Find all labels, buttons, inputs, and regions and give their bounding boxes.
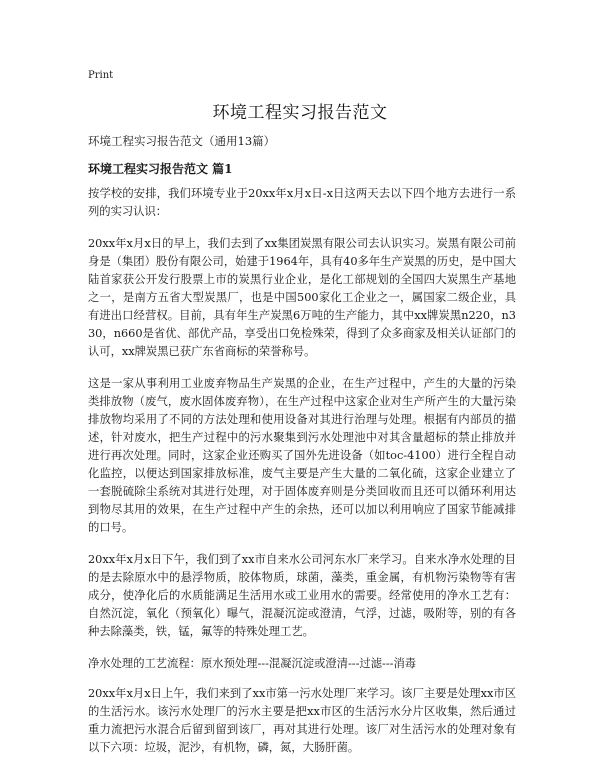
section-heading: 环境工程实习报告范文 篇1 [88,162,233,176]
paragraph-carbon-black-company: 20xx年x月x日的早上，我们去到了xx集团炭黑有限公司去认识实习。炭黑有限公司前身是（集团）股份有限公司，始建于1964年，具有40多年生产炭黑的历史，是中国大陆首家获公开发行股票上市的炭黑行业企业，是化工部规划的全国四大炭黑生产基地之一，是南方五省大型炭黑厂，也是中国500家化工企业之一，属国家二级企业，具有进出口经营权。目前，具有年生产炭黑6万吨的生产能力，其中xx牌炭黑n220，n330，n660是省优、部优产品，享受出口免检殊荣，得到了众多商家及相关认证部门的认可，xx牌炭黑已获广东省商标的荣誉称号。 [88,237,516,358]
document-title: 环境工程实习报告范文 [212,103,388,123]
paragraph-water-plant: 20xx年x月x日下午，我们到了xx市自来水公司河东水厂来学习。自来水净水处理的目的是去除原水中的悬浮物质，胶体物质，球菌，藻类，重金属，有机物污染物等有害成分，使净化后的水质能满足生活用水或工业用水的需要。经常使用的净水工艺有：自然沉淀，氧化（预氧化）曝气，混凝沉淀或澄清，气浮，过滤，吸附等，别的有各种去除藻类，铁，锰，氟等的特殊处理工艺。 [88,553,516,638]
paragraph-intro: 按学校的安排，我们环境专业于20xx年x月x日-x日这两天去以下四个地方去进行一系列的实习认识： [88,187,516,218]
paragraph-sewage-plant: 20xx年x月x日上午，我们来到了xx市第一污水处理厂来学习。该厂主要是处理xx市区的生活污水。该污水处理厂的污水主要是把xx市区的生活污水分片区收集，然后通过重力流把污水混合后留到留到该厂，再对其进行处理。该厂对生活污水的处理对象有以下六项：垃圾，泥沙，有机物，磷，氮，大肠肝菌。 [88,687,516,754]
document-body [88,132,516,771]
print-label: Print [88,70,114,81]
paragraph-pollution-treatment: 这是一家从事利用工业废弃物品生产炭黑的企业，在生产过程中，产生的大量的污染类排放物（废气，废水固体废弃物），在生产过程中这家企业对生产所产生的大量污染排放物均采用了不同的方法处理和使用设备对其进行治理与处理。根据有内部员的描述，针对废水，把生产过程中的污水聚集到污水处理池中对其含量超标的禁止排放并进行再次处理。同时，这家企业还购买了国外先进设备（如toc-4100）进行全程自动化监控，以便达到国家排放标准，废气主要是产生大量的二氧化硫，这家企业建立了一套脱硫除尘系统对其进行处理，对于固体废弃则是分类回收而且还可以循环利用达到物尽其用的效果，在生产过程中产生的余热，还可以加以利用响应了国家节能减排的口号。 [88,377,516,534]
document-subtitle: 环境工程实习报告范文（通用13篇） [88,134,276,148]
paragraph-process-flow: 净水处理的工艺流程：原水预处理---混凝沉淀或澄清---过滤---消毒 [88,657,417,670]
